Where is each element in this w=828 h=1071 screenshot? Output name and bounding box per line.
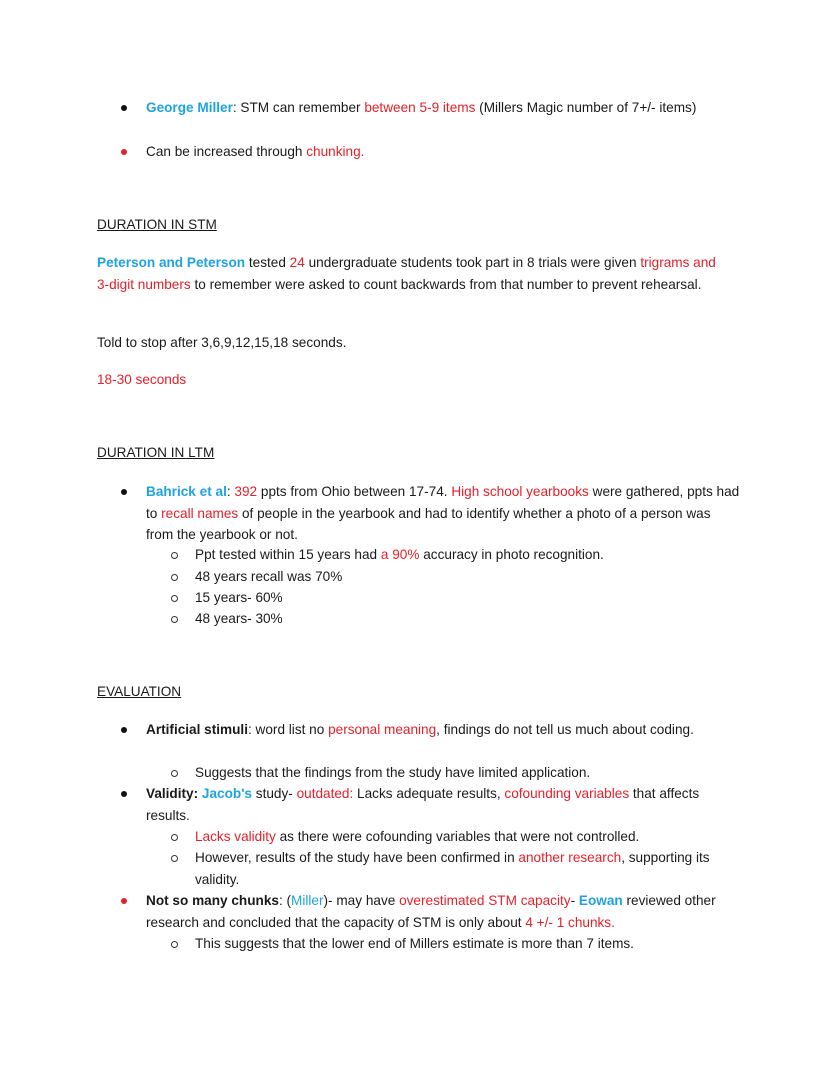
text: DURATION IN LTM: [97, 445, 215, 460]
text: Lacks adequate results,: [353, 786, 505, 801]
text: , supporting its validity.: [195, 850, 710, 887]
circle-bullet-icon: [171, 552, 178, 559]
highlight-text: another research: [518, 850, 622, 865]
name-text: Bahrick et al: [146, 484, 227, 499]
sub-bullet-item: [195, 608, 740, 630]
sub-bullet-item: [195, 587, 740, 609]
highlight-text: between 5-9 items: [364, 100, 476, 115]
name-text: Miller: [291, 893, 324, 908]
text: Suggests that the findings from the study have limited application.: [195, 765, 591, 780]
text: 48 years recall was 70%: [195, 569, 343, 584]
bullet-item: [146, 890, 740, 933]
text: 15 years- 60%: [195, 590, 283, 605]
sub-bullet-item: [195, 826, 740, 848]
text: as there were cofounding variables that were not controlled.: [275, 829, 640, 844]
highlight-text: cofounding variables: [504, 786, 630, 801]
highlight-text: a 90%: [380, 547, 420, 562]
text: :: [226, 484, 235, 499]
text: Told to stop after 3,6,9,12,15,18 seconds.: [97, 335, 347, 350]
circle-bullet-icon: [171, 595, 178, 602]
circle-bullet-icon: [171, 574, 178, 581]
name-text: Peterson and Peterson: [97, 255, 246, 270]
highlight-text: Lacks validity: [195, 829, 276, 844]
text: reviewed other research and concluded that the capacity of STM is only about: [146, 893, 716, 930]
text: that affects results.: [146, 786, 700, 823]
text: : (: [278, 893, 292, 908]
text: : STM can remember: [232, 100, 365, 115]
highlight-text: 18-30 seconds: [97, 372, 187, 387]
text: : word list no: [247, 722, 329, 737]
section-heading: [97, 442, 727, 464]
text: of people in the yearbook and had to identify whether a photo of a person was from the yearbook or not.: [146, 505, 711, 542]
bullet-item: [146, 783, 740, 826]
text: However, results of the study have been confirmed in: [195, 850, 519, 865]
text: were gathered, ppts had to: [146, 484, 740, 521]
text: DURATION IN STM: [97, 217, 217, 232]
highlight-text: chunking.: [306, 144, 365, 159]
text: to remember were asked to count backwards from that number to prevent rehearsal.: [190, 276, 702, 292]
text: , findings do not tell us much about coding.: [436, 722, 694, 737]
bold-text: Validity:: [146, 786, 202, 801]
sub-bullet-item: [195, 847, 740, 890]
circle-bullet-icon: [171, 834, 178, 841]
text: )- may have: [323, 893, 400, 908]
circle-bullet-icon: [171, 616, 178, 623]
circle-bullet-icon: [171, 941, 178, 948]
name-text: Eowan: [578, 893, 623, 908]
highlight-text: 392: [234, 484, 258, 499]
text: Can be increased through: [146, 144, 307, 159]
text: -: [570, 893, 579, 908]
circle-bullet-icon: [171, 855, 178, 862]
text: (Millers Magic number of 7+/- items): [475, 100, 697, 115]
bullet-icon: [121, 727, 127, 733]
text: undergraduate students took part in 8 trials were given: [304, 255, 641, 270]
highlight-text: recall names: [161, 505, 239, 521]
sub-bullet-item: [195, 762, 740, 784]
bold-text: Not so many chunks: [146, 893, 279, 908]
bullet-item: [146, 719, 740, 741]
highlight-text: 4 +/- 1 chunks.: [525, 914, 615, 930]
circle-bullet-icon: [171, 770, 178, 777]
highlight-text: outdated:: [296, 786, 354, 801]
paragraph: [97, 332, 727, 354]
sub-bullet-item: [195, 544, 740, 566]
highlight-text: 24: [289, 255, 305, 270]
text: This suggests that the lower end of Millers estimate is more than 7 items.: [195, 936, 634, 951]
paragraph: [97, 369, 727, 391]
text: 48 years- 30%: [195, 611, 283, 626]
text: EVALUATION: [97, 684, 182, 699]
text: accuracy in photo recognition.: [419, 547, 604, 562]
bold-text: Artificial stimuli: [146, 722, 248, 737]
bullet-item: [146, 141, 740, 163]
sub-bullet-item: [195, 933, 740, 955]
name-text: Jacob's: [201, 786, 252, 801]
sub-bullet-item: [195, 566, 740, 588]
text: tested: [245, 255, 290, 270]
bullet-icon: [121, 105, 127, 111]
highlight-text: High school yearbooks: [451, 484, 589, 499]
bullet-item: [146, 97, 740, 119]
text: study-: [252, 786, 297, 801]
highlight-text: overestimated STM capacity: [399, 893, 571, 908]
section-heading: [97, 681, 727, 703]
bullet-icon: [121, 489, 127, 495]
paragraph: [97, 252, 727, 295]
bullet-icon: [121, 898, 127, 904]
text: ppts from Ohio between 17-74.: [257, 484, 452, 499]
text: Ppt tested within 15 years had: [195, 547, 381, 562]
bullet-icon: [121, 791, 127, 797]
name-text: George Miller: [146, 100, 233, 115]
highlight-text: personal meaning: [328, 722, 437, 737]
highlight-text: trigrams and 3-digit numbers: [97, 255, 716, 292]
section-heading: [97, 214, 727, 236]
bullet-icon: [121, 149, 127, 155]
bullet-item: [146, 481, 740, 546]
